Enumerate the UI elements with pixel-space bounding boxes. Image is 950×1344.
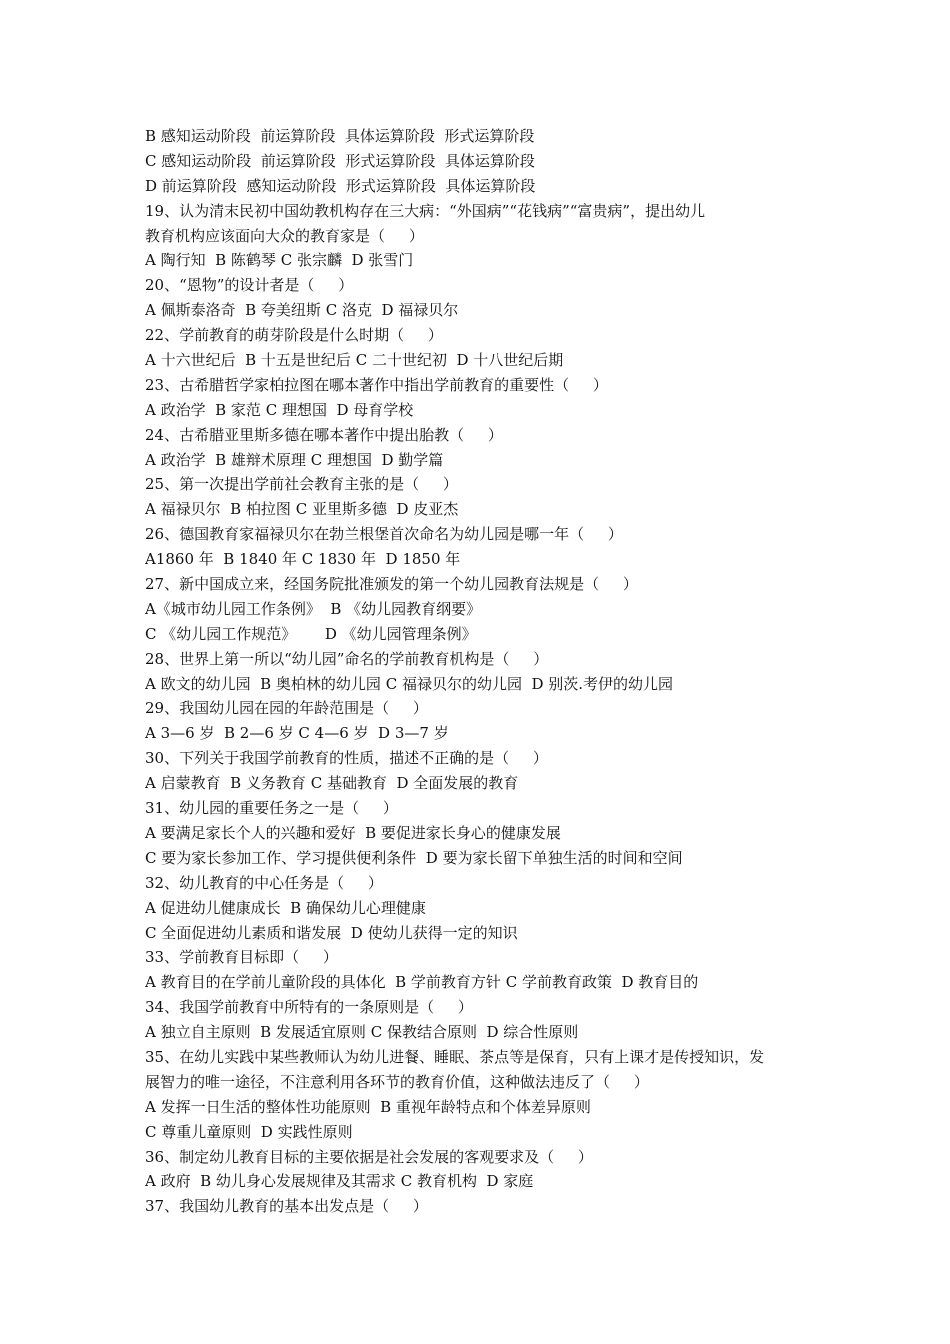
text-line: 27、新中国成立来，经国务院批准颁发的第一个幼儿园教育法规是（ ） bbox=[145, 575, 638, 594]
text-line: 35、在幼儿实践中某些教师认为幼儿进餐、睡眠、茶点等是保育，只有上课才是传授知识，发 bbox=[145, 1047, 765, 1066]
text-line: B 感知运动阶段 前运算阶段 具体运算阶段 形式运算阶段 bbox=[145, 127, 535, 145]
text-line: A 要满足家长个人的兴趣和爱好 B 要促进家长身心的健康发展 bbox=[145, 823, 561, 842]
text-line: 33、学前教育目标即（ ） bbox=[145, 948, 338, 967]
text-line: A 政府 B 幼儿身心发展规律及其需求 C 教育机构 D 家庭 bbox=[145, 1172, 534, 1191]
text-line: 20、“恩物”的设计者是（ ） bbox=[145, 276, 354, 295]
text-line: C 《幼儿园工作规范》 D 《幼儿园管理条例》 bbox=[145, 624, 477, 643]
text-line: 34、我国学前教育中所特有的一条原则是（ ） bbox=[145, 998, 473, 1017]
text-line: 23、古希腊哲学家柏拉图在哪本著作中指出学前教育的重要性（ ） bbox=[145, 375, 608, 394]
text-line: 19、认为清末民初中国幼教机构存在三大病：“外国病”“花钱病”“富贵病”，提出幼儿 bbox=[145, 201, 706, 220]
text-line: A 独立自主原则 B 发展适宜原则 C 保教结合原则 D 综合性原则 bbox=[145, 1023, 579, 1042]
document-body bbox=[145, 124, 815, 1219]
text-line: A1860 年 B 1840 年 C 1830 年 D 1850 年 bbox=[145, 550, 461, 569]
text-line: C 尊重儿童原则 D 实践性原则 bbox=[145, 1122, 353, 1141]
text-line: 26、德国教育家福禄贝尔在勃兰根堡首次命名为幼儿园是哪一年（ ） bbox=[145, 525, 623, 544]
text-line: A 促进幼儿健康成长 B 确保幼儿心理健康 bbox=[145, 898, 426, 917]
text-line: 36、制定幼儿教育目标的主要依据是社会发展的客观要求及（ ） bbox=[145, 1147, 593, 1166]
text-line: 28、世界上第一所以“幼儿园”命名的学前教育机构是（ ） bbox=[145, 649, 549, 668]
text-line: 30、下列关于我国学前教育的性质，描述不正确的是（ ） bbox=[145, 749, 548, 768]
text-line: 展智力的唯一途径，不注意利用各环节的教育价值，这种做法违反了（ ） bbox=[145, 1072, 649, 1091]
text-line: 25、第一次提出学前社会教育主张的是（ ） bbox=[145, 475, 458, 494]
text-line: C 全面促进幼儿素质和谐发展 D 使幼儿获得一定的知识 bbox=[145, 923, 518, 942]
text-line: 32、幼儿教育的中心任务是（ ） bbox=[145, 873, 383, 892]
text-line: D 前运算阶段 感知运动阶段 形式运算阶段 具体运算阶段 bbox=[145, 176, 536, 195]
text-line: 37、我国幼儿教育的基本出发点是（ ） bbox=[145, 1197, 428, 1216]
text-line: C 要为家长参加工作、学习提供便利条件 D 要为家长留下单独生活的时间和空间 bbox=[145, 848, 683, 867]
text-line: 31、幼儿园的重要任务之一是（ ） bbox=[145, 799, 398, 818]
text-line: A 3—6 岁 B 2—6 岁 C 4—6 岁 D 3—7 岁 bbox=[145, 724, 449, 743]
text-line: A 教育目的在学前儿童阶段的具体化 B 学前教育方针 C 学前教育政策 D 教育目的 bbox=[145, 973, 699, 992]
text-line: A 启蒙教育 B 义务教育 C 基础教育 D 全面发展的教育 bbox=[145, 774, 519, 793]
text-line: 22、学前教育的萌芽阶段是什么时期（ ） bbox=[145, 326, 443, 345]
text-line: C 感知运动阶段 前运算阶段 形式运算阶段 具体运算阶段 bbox=[145, 151, 535, 170]
text-line: 24、古希腊亚里斯多德在哪本著作中提出胎教（ ） bbox=[145, 425, 503, 444]
text-line: A 佩斯泰洛奇 B 夸美纽斯 C 洛克 D 福禄贝尔 bbox=[145, 301, 459, 320]
text-line: A 发挥一日生活的整体性功能原则 B 重视年龄特点和个体差异原则 bbox=[145, 1097, 591, 1116]
text-line: A 陶行知 B 陈鹤琴 C 张宗麟 D 张雪门 bbox=[145, 251, 414, 270]
text-line: A 政治学 B 家范 C 理想国 D 母育学校 bbox=[145, 400, 414, 419]
text-line: 29、我国幼儿园在园的年龄范围是（ ） bbox=[145, 699, 428, 718]
text-line: A 福禄贝尔 B 柏拉图 C 亚里斯多德 D 皮亚杰 bbox=[145, 500, 459, 519]
text-line: A 欧文的幼儿园 B 奥柏林的幼儿园 C 福禄贝尔的幼儿园 D 别茨.考伊的幼儿园 bbox=[145, 674, 674, 693]
text-line: A 十六世纪后 B 十五是世纪后 C 二十世纪初 D 十八世纪后期 bbox=[145, 351, 564, 370]
text-line: A《城市幼儿园工作条例》 B 《幼儿园教育纲要》 bbox=[145, 599, 482, 618]
text-line: 教育机构应该面向大众的教育家是（ ） bbox=[145, 226, 424, 245]
text-line: A 政治学 B 雄辩术原理 C 理想国 D 勤学篇 bbox=[145, 450, 444, 469]
